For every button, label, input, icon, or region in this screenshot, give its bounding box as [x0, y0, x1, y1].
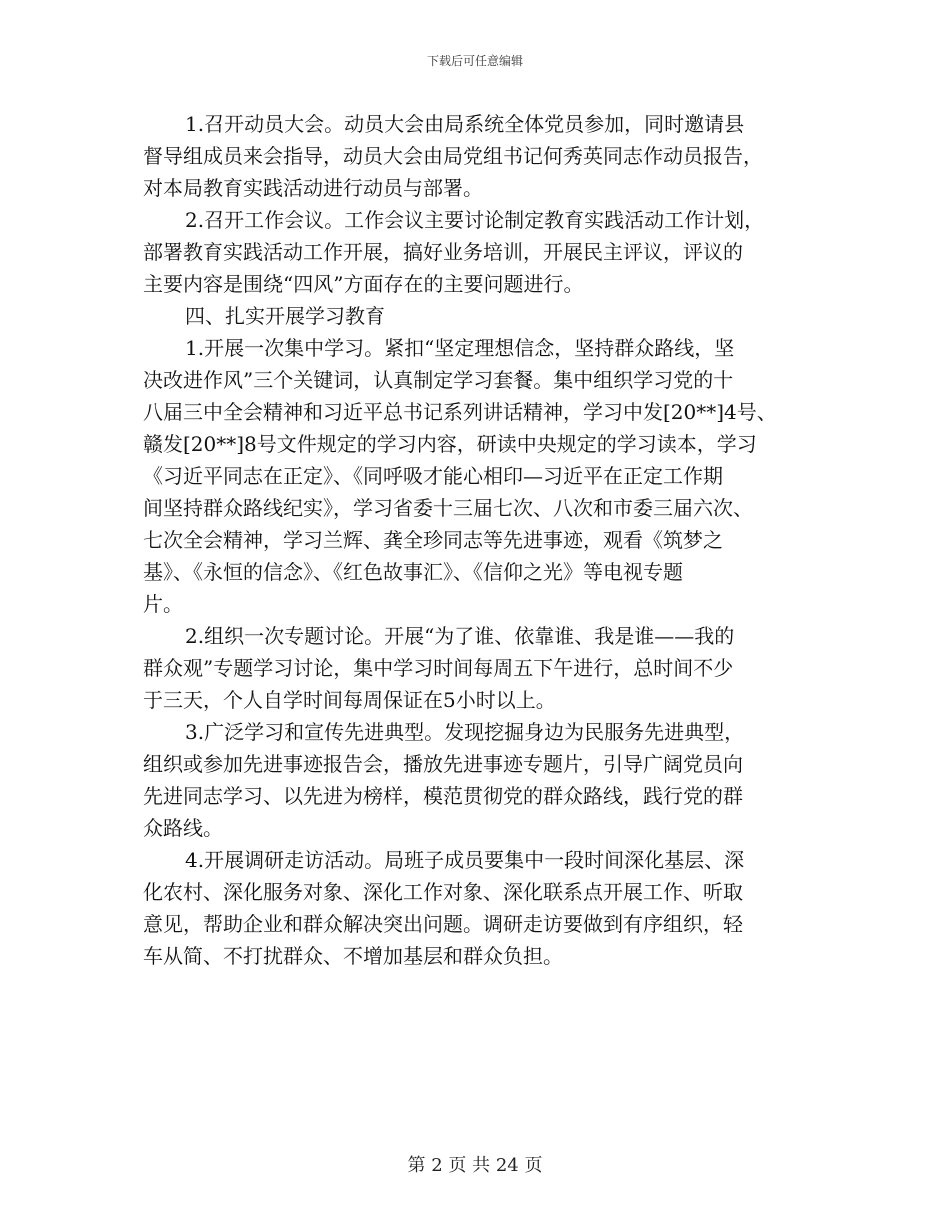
- paragraph-line: 于三天，个人自学时间每周保证在5小时以上。: [143, 688, 556, 712]
- paragraph-line: 片。: [143, 592, 183, 616]
- paragraph-line: 八届三中全会精神和习近平总书记系列讲话精神，学习中发[20**]4号、: [143, 400, 777, 424]
- paragraph-line: 众路线。: [143, 816, 223, 840]
- paragraph-line: 赣发[20**]8号文件规定的学习内容，研读中央规定的学习读本，学习: [143, 432, 757, 456]
- paragraph-line: 车从简、不打扰群众、不增加基层和群众负担。: [143, 944, 563, 968]
- paragraph-line: 督导组成员来会指导，动员大会由局党组书记何秀英同志作动员报告，: [143, 144, 763, 168]
- paragraph-line: 1.开展一次集中学习。紧扣“坚定理想信念，坚持群众路线，坚: [185, 336, 735, 360]
- paragraph-line: 对本局教育实践活动进行动员与部署。: [143, 176, 483, 200]
- page-header: 下载后可任意编辑: [426, 54, 523, 68]
- paragraph-line: 基》、《永恒的信念》、《红色故事汇》、《信仰之光》等电视专题: [143, 560, 683, 584]
- paragraph-line: 《习近平同志在正定》、《同呼吸才能心相印—习近平在正定工作期: [143, 464, 723, 488]
- paragraph-line: 1.召开动员大会。动员大会由局系统全体党员参加，同时邀请县: [185, 112, 745, 136]
- paragraph-line: 2.召开工作会议。工作会议主要讨论制定教育实践活动工作计划，: [185, 208, 765, 232]
- paragraph-line: 间坚持群众路线纪实》，学习省委十三届七次、八次和市委三届六次、: [143, 496, 753, 520]
- paragraph-line: 2.组织一次专题讨论。开展“为了谁、依靠谁、我是谁——我的: [185, 624, 735, 648]
- paragraph-line: 部署教育实践活动工作开展，搞好业务培训，开展民主评议，评议的: [143, 240, 743, 264]
- paragraph-line: 4.开展调研走访活动。局班子成员要集中一段时间深化基层、深: [185, 848, 745, 872]
- paragraph-line: 意见，帮助企业和群众解决突出问题。调研走访要做到有序组织，轻: [143, 912, 743, 936]
- paragraph-line: 群众观”专题学习讨论，集中学习时间每周五下午进行，总时间不少: [143, 656, 734, 680]
- paragraph-line: 化农村、深化服务对象、深化工作对象、深化联系点开展工作、听取: [143, 880, 743, 904]
- section-heading: 四、扎实开展学习教育: [185, 304, 385, 328]
- page-footer: 第 2 页 共 24 页: [407, 1155, 543, 1176]
- paragraph-line: 先进同志学习、以先进为榜样，模范贯彻党的群众路线，践行党的群: [143, 784, 743, 808]
- paragraph-line: 七次全会精神，学习兰辉、龚全珍同志等先进事迹，观看《筑梦之: [143, 528, 723, 552]
- paragraph-line: 3.广泛学习和宣传先进典型。发现挖掘身边为民服务先进典型，: [185, 720, 745, 744]
- document-body: [143, 108, 811, 972]
- paragraph-line: 组织或参加先进事迹报告会，播放先进事迹专题片，引导广阔党员向: [143, 752, 743, 776]
- paragraph-line: 主要内容是围绕“四风”方面存在的主要问题进行。: [143, 272, 584, 296]
- paragraph-line: 决改进作风”三个关键词，认真制定学习套餐。集中组织学习党的十: [143, 368, 734, 392]
